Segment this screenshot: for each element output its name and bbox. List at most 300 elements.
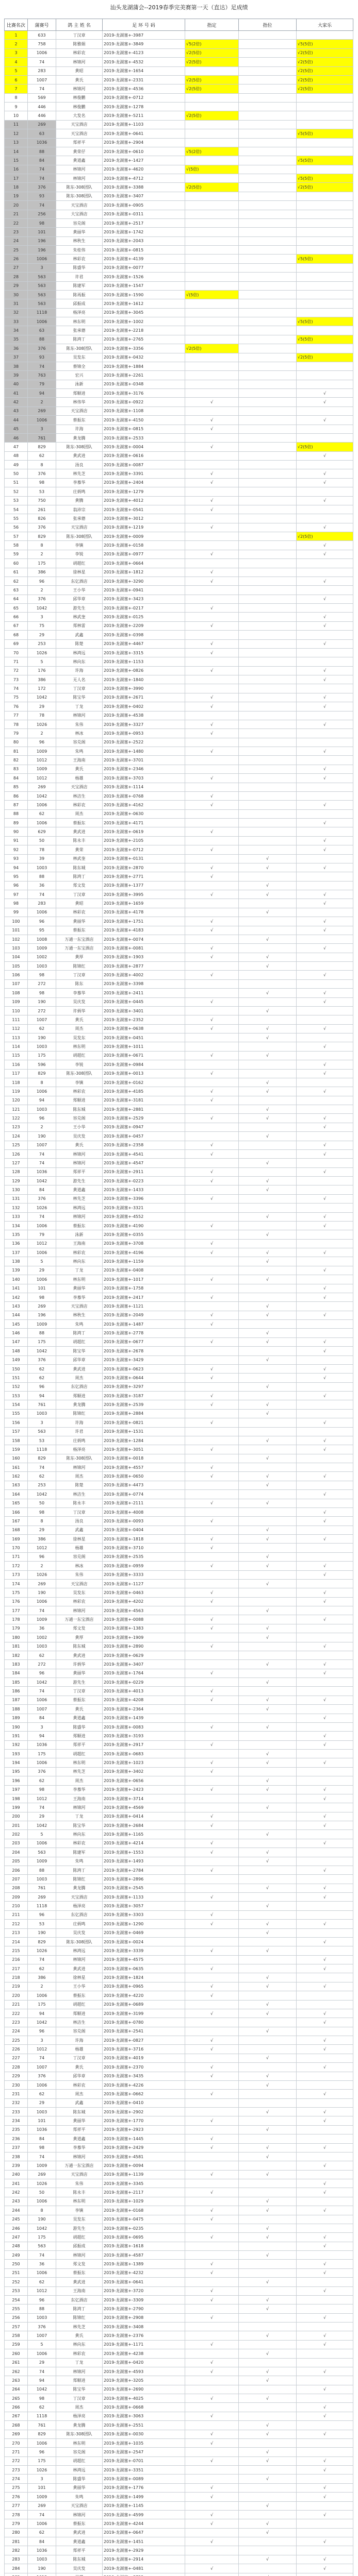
cell-a: [185, 2224, 239, 2232]
cell-b: [239, 290, 297, 299]
table-row: [5, 1159, 353, 1167]
cell-a: √: [185, 621, 239, 630]
table-row: [5, 791, 353, 800]
cell-b: [239, 791, 297, 800]
cell-ring: 2019-龙湖塞+-2535: [103, 1552, 185, 1561]
cell-ring: 2019-龙湖塞+-4541: [103, 1149, 185, 1158]
cell-a: [185, 1507, 239, 1516]
cell-no: 829: [28, 532, 56, 541]
cell-b: [239, 845, 297, 854]
cell-rank: 221: [5, 2000, 28, 2009]
table-row: [5, 389, 353, 398]
cell-no: 29: [28, 631, 56, 639]
cell-ring: 2019-龙湖塞+-1121: [103, 1302, 185, 1311]
cell-rank: 112: [5, 1024, 28, 1033]
cell-no: 761: [28, 1400, 56, 1409]
cell-name: 陈宝华: [56, 2385, 103, 2394]
cell-rank: 258: [5, 2331, 28, 2340]
cell-c: [297, 1096, 353, 1105]
cell-a: √: [185, 2045, 239, 2054]
table-row: [5, 962, 353, 971]
cell-no: 2: [28, 1123, 56, 1131]
cell-a: √: [185, 1893, 239, 1902]
table-row: [5, 2278, 353, 2286]
cell-no: 1007: [28, 1705, 56, 1714]
cell-c: √5(5倍): [297, 317, 353, 326]
cell-b: [239, 917, 297, 926]
cell-no: 75: [28, 621, 56, 630]
table-row: [5, 84, 353, 93]
cell-b: [239, 425, 297, 433]
cell-a: [185, 308, 239, 317]
cell-b: √: [239, 1902, 297, 1910]
cell-rank: 102: [5, 935, 28, 943]
cell-a: [185, 1714, 239, 1722]
cell-rank: 106: [5, 971, 28, 979]
cell-a: [185, 433, 239, 442]
cell-name: 黄道鑫: [56, 1714, 103, 1722]
cell-name: 蔡振东: [56, 1696, 103, 1704]
table-row: [5, 1991, 353, 2000]
cell-ring: 2019-龙湖塞+-2778: [103, 1329, 185, 1337]
cell-rank: 141: [5, 1284, 28, 1293]
cell-rank: 123: [5, 1123, 28, 1131]
cell-c: √: [297, 1141, 353, 1149]
cell-name: 许海: [56, 425, 103, 433]
header-c: 大家乐: [297, 19, 353, 31]
cell-ring: 2019-龙湖塞+-2111: [103, 1499, 185, 1507]
cell-name: 蔡振东: [56, 926, 103, 935]
cell-no: 93: [28, 192, 56, 200]
cell-b: √: [239, 2376, 297, 2385]
cell-name: 王海南: [56, 756, 103, 765]
cell-rank: 143: [5, 1302, 28, 1311]
cell-rank: 39: [5, 371, 28, 380]
cell-name: 郑顺进: [56, 2009, 103, 2018]
table-row: [5, 1463, 353, 1472]
cell-b: √: [239, 1562, 297, 1570]
cell-no: 1006: [28, 2080, 56, 2089]
cell-a: [185, 1490, 239, 1499]
cell-rank: 256: [5, 2313, 28, 2322]
cell-a: [185, 1329, 239, 1337]
table-row: [5, 1132, 353, 1141]
cell-b: [239, 827, 297, 836]
cell-c: [297, 1552, 353, 1561]
cell-name: 林彩农: [56, 48, 103, 57]
cell-ring: 2019-龙湖塞+-3051: [103, 1445, 185, 1454]
cell-rank: 71: [5, 657, 28, 666]
cell-ring: 2019-龙湖塞+-4599: [103, 2510, 185, 2519]
table-row: [5, 1051, 353, 1060]
cell-no: 1006: [28, 416, 56, 425]
table-row: [5, 2430, 353, 2438]
cell-rank: 173: [5, 1570, 28, 1579]
table-row: [5, 1364, 353, 1373]
table-row: [5, 461, 353, 469]
cell-name: 黄武进: [56, 2278, 103, 2286]
cell-c: [297, 2421, 353, 2430]
cell-b: [239, 1167, 297, 1176]
cell-ring: 2019-龙湖塞+-4547: [103, 1159, 185, 1167]
cell-rank: 97: [5, 890, 28, 899]
cell-a: √: [185, 2456, 239, 2465]
cell-no: 1118: [28, 1445, 56, 1454]
cell-a: [185, 684, 239, 693]
cell-rank: 47: [5, 443, 28, 451]
cell-a: [185, 2251, 239, 2260]
cell-name: 林俊鹏: [56, 103, 103, 111]
cell-no: 74: [28, 1149, 56, 1158]
cell-c: √: [297, 2036, 353, 2045]
cell-no: 563: [28, 273, 56, 281]
cell-b: [239, 1060, 297, 1069]
cell-no: 190: [28, 2564, 56, 2573]
cell-name: 游先生: [56, 2224, 103, 2232]
cell-no: 269: [28, 2170, 56, 2179]
cell-ring: 2019-龙湖塞+-1618: [103, 2242, 185, 2250]
cell-no: 62: [28, 451, 56, 460]
cell-a: [185, 2466, 239, 2475]
cell-rank: 175: [5, 1588, 28, 1597]
cell-a: √: [185, 2412, 239, 2420]
cell-name: 黄丽华: [56, 1669, 103, 1677]
table-row: [5, 2268, 353, 2277]
cell-ring: 2019-龙湖塞+-1383: [103, 1624, 185, 1633]
cell-no: 1006: [28, 317, 56, 326]
cell-a: √: [185, 747, 239, 756]
cell-a: [185, 2000, 239, 2009]
cell-name: 邱华章: [56, 595, 103, 603]
cell-c: [297, 218, 353, 227]
table-row: [5, 1615, 353, 1624]
cell-b: √: [239, 1355, 297, 1364]
cell-no: 175: [28, 2456, 56, 2465]
cell-a: √: [185, 2430, 239, 2438]
cell-rank: 56: [5, 523, 28, 532]
cell-no: 74: [28, 201, 56, 210]
cell-no: 74: [28, 1687, 56, 1696]
table-row: [5, 380, 353, 388]
cell-ring: 2019-龙湖塞+-2517: [103, 218, 185, 227]
cell-c: [297, 1705, 353, 1714]
cell-b: [239, 997, 297, 1006]
cell-b: √: [239, 1006, 297, 1015]
table-row: [5, 738, 353, 747]
cell-ring: 2019-龙湖塞+-4208: [103, 1696, 185, 1704]
cell-a: [185, 1928, 239, 1937]
cell-b: √: [239, 2475, 297, 2483]
cell-a: [185, 1132, 239, 1141]
cell-ring: 2019-龙湖塞+-0619: [103, 827, 185, 836]
cell-a: [185, 935, 239, 943]
cell-ring: 2019-龙湖塞+-2914: [103, 2555, 185, 2564]
cell-ring: 2019-龙湖塞+-1480: [103, 747, 185, 756]
cell-rank: 223: [5, 2018, 28, 2027]
cell-rank: 128: [5, 1167, 28, 1176]
cell-name: 林秋生: [56, 1311, 103, 1319]
cell-ring: 2019-龙湖塞+-3710: [103, 1544, 185, 1552]
cell-no: 269: [28, 2501, 56, 2510]
cell-c: [297, 2152, 353, 2161]
cell-no: 1009: [28, 747, 56, 756]
cell-b: √: [239, 1973, 297, 1982]
cell-a: √: [185, 1597, 239, 1606]
cell-no: 1009: [28, 944, 56, 953]
cell-ring: 2019-龙湖塞+-2049: [103, 1311, 185, 1319]
cell-no: 1006: [28, 1696, 56, 1704]
cell-b: [239, 586, 297, 595]
cell-ring: 2019-龙湖塞+-2771: [103, 872, 185, 881]
cell-name: 杨雄: [56, 774, 103, 783]
cell-b: √: [239, 1087, 297, 1096]
cell-a: √2(5倍): [185, 183, 239, 192]
cell-c: [297, 2251, 353, 2260]
table-body: [5, 31, 353, 2576]
cell-ring: 2019-龙湖塞+-0953: [103, 729, 185, 738]
cell-rank: 185: [5, 1678, 28, 1687]
table-row: [5, 326, 353, 335]
cell-no: 376: [28, 344, 56, 353]
cell-c: [297, 935, 353, 943]
cell-c: [297, 1902, 353, 1910]
cell-a: √: [185, 1015, 239, 1024]
cell-a: √: [185, 693, 239, 702]
cell-a: [185, 299, 239, 308]
cell-c: √5(5倍): [297, 40, 353, 48]
cell-no: 1042: [28, 1821, 56, 1830]
cell-ring: 2019-龙湖塞+-4139: [103, 255, 185, 263]
cell-c: √: [297, 2063, 353, 2072]
cell-c: √: [297, 1517, 353, 1526]
table-row: [5, 559, 353, 568]
cell-ring: 2019-龙湖塞+-4002: [103, 971, 185, 979]
cell-name: 陈锦红: [56, 1409, 103, 1418]
cell-b: [239, 1615, 297, 1624]
cell-ring: 2019-龙湖塞+-3716: [103, 2045, 185, 2054]
cell-ring: 2019-龙湖塞+-2346: [103, 765, 185, 773]
cell-rank: 65: [5, 604, 28, 613]
cell-name: 林彩农: [56, 1087, 103, 1096]
cell-rank: 201: [5, 1821, 28, 1830]
cell-name: 丁汉章: [56, 1687, 103, 1696]
cell-no: 272: [28, 1006, 56, 1015]
table-row: [5, 2528, 353, 2537]
cell-rank: 9: [5, 103, 28, 111]
cell-ring: 2019-龙湖塞+-0457: [103, 1132, 185, 1141]
cell-ring: 2019-龙湖塞+-1531: [103, 1427, 185, 1436]
cell-c: √2(5倍): [297, 66, 353, 75]
table-row: [5, 702, 353, 711]
cell-no: 1003: [28, 1642, 56, 1651]
cell-b: [239, 156, 297, 165]
cell-rank: 246: [5, 2224, 28, 2232]
cell-c: √: [297, 1955, 353, 1964]
cell-b: [239, 111, 297, 120]
cell-rank: 25: [5, 246, 28, 255]
cell-ring: 2019-龙湖塞+-1035: [103, 2438, 185, 2447]
cell-a: [185, 1481, 239, 1489]
cell-b: [239, 1893, 297, 1902]
cell-rank: 161: [5, 1463, 28, 1472]
cell-c: [297, 1355, 353, 1364]
cell-a: [185, 2331, 239, 2340]
cell-a: √: [185, 639, 239, 648]
cell-name: 丁汉章: [56, 2054, 103, 2062]
cell-rank: 263: [5, 2376, 28, 2385]
cell-no: 1003: [28, 1042, 56, 1051]
cell-a: √2(5倍): [185, 344, 239, 353]
cell-name: 陈锦红: [56, 1875, 103, 1884]
cell-a: [185, 738, 239, 747]
cell-rank: 130: [5, 1185, 28, 1194]
cell-name: 林彩农: [56, 2349, 103, 2358]
cell-c: [297, 881, 353, 890]
cell-ring: 2019-龙湖塞+-0223: [103, 1177, 185, 1185]
cell-b: [239, 1141, 297, 1149]
cell-c: [297, 631, 353, 639]
cell-name: 周杰: [56, 809, 103, 818]
table-row: [5, 1409, 353, 1418]
cell-c: [297, 1946, 353, 1955]
cell-name: 胡超红: [56, 2000, 103, 2009]
cell-c: √: [297, 989, 353, 997]
cell-a: [185, 2197, 239, 2206]
cell-no: 386: [28, 675, 56, 684]
cell-no: 1026: [28, 1946, 56, 1955]
cell-rank: 17: [5, 174, 28, 183]
cell-ring: 2019-龙湖塞+-2896: [103, 1875, 185, 1884]
cell-b: [239, 2268, 297, 2277]
cell-b: [239, 872, 297, 881]
cell-rank: 284: [5, 2564, 28, 2573]
cell-b: √: [239, 1803, 297, 1812]
table-row: [5, 1105, 353, 1114]
cell-no: 175: [28, 559, 56, 568]
cell-name: 泳新: [56, 1230, 103, 1239]
cell-a: [185, 657, 239, 666]
cell-b: [239, 2358, 297, 2367]
table-row: [5, 255, 353, 263]
cell-rank: 237: [5, 2143, 28, 2152]
cell-rank: 95: [5, 872, 28, 881]
table-row: [5, 1427, 353, 1436]
table-row: [5, 621, 353, 630]
cell-rank: 60: [5, 559, 28, 568]
table-row: [5, 613, 353, 621]
cell-b: [239, 1732, 297, 1740]
cell-a: [185, 1660, 239, 1669]
cell-name: 容兑阁: [56, 1114, 103, 1123]
cell-rank: 220: [5, 1991, 28, 2000]
cell-name: 林先芝: [56, 1194, 103, 1203]
cell-no: 3: [28, 1418, 56, 1427]
cell-c: √: [297, 595, 353, 603]
table-row: [5, 2456, 353, 2465]
table-row: [5, 2170, 353, 2179]
cell-a: [185, 809, 239, 818]
cell-a: [185, 2018, 239, 2027]
cell-name: 黄龙腾: [56, 433, 103, 442]
cell-c: √: [297, 1472, 353, 1481]
cell-rank: 136: [5, 1239, 28, 1248]
cell-ring: 2019-龙湖塞+-0463: [103, 1588, 185, 1597]
cell-c: √: [297, 2331, 353, 2340]
cell-rank: 142: [5, 1293, 28, 1301]
cell-c: [297, 962, 353, 971]
table-row: [5, 2573, 353, 2576]
cell-b: [239, 693, 297, 702]
cell-name: 林武奎: [56, 854, 103, 863]
cell-b: [239, 183, 297, 192]
table-row: [5, 890, 353, 899]
cell-name: 容兑阁: [56, 2448, 103, 2456]
cell-b: √: [239, 1329, 297, 1337]
cell-c: √5(5倍): [297, 174, 353, 183]
table-row: [5, 1821, 353, 1830]
cell-ring: 2019-龙湖塞+-3849: [103, 40, 185, 48]
cell-rank: 169: [5, 1535, 28, 1544]
cell-name: 陈再振: [56, 290, 103, 299]
cell-no: 829: [28, 443, 56, 451]
table-row: [5, 425, 353, 433]
cell-a: [185, 362, 239, 370]
cell-a: √: [185, 1392, 239, 1400]
cell-c: [297, 1776, 353, 1785]
cell-ring: 2019-龙湖塞+-2117: [103, 2188, 185, 2197]
cell-rank: 241: [5, 2179, 28, 2188]
table-row: [5, 550, 353, 558]
cell-a: [185, 765, 239, 773]
cell-b: [239, 1517, 297, 1526]
cell-b: [239, 648, 297, 657]
table-row: [5, 273, 353, 281]
cell-ring: 2019-龙湖塞+-2684: [103, 1821, 185, 1830]
cell-no: 53: [28, 487, 56, 496]
cell-no: 88: [28, 1866, 56, 1874]
cell-b: [239, 1069, 297, 1078]
cell-ring: 2019-龙湖塞+-0414: [103, 1812, 185, 1821]
cell-no: 96: [28, 577, 56, 585]
cell-name: 林锦河: [56, 1149, 103, 1158]
cell-rank: 31: [5, 299, 28, 308]
cell-name: 林锦河: [56, 1463, 103, 1472]
cell-rank: 73: [5, 675, 28, 684]
table-row: [5, 2519, 353, 2528]
cell-b: [239, 505, 297, 514]
cell-ring: 2019-龙湖塞+-3407: [103, 192, 185, 200]
cell-ring: 2019-龙湖塞+-3321: [103, 1204, 185, 1212]
table-row: [5, 496, 353, 505]
cell-a: [185, 255, 239, 263]
cell-rank: 51: [5, 478, 28, 487]
cell-a: [185, 1651, 239, 1659]
table-row: [5, 2323, 353, 2331]
cell-rank: 228: [5, 2063, 28, 2072]
cell-ring: 2019-龙湖塞+-0650: [103, 1472, 185, 1481]
cell-c: [297, 228, 353, 236]
cell-a: √: [185, 1364, 239, 1373]
cell-name: 黄氏: [56, 2331, 103, 2340]
cell-rank: 191: [5, 1732, 28, 1740]
cell-ring: 2019-龙湖塞+-0647: [103, 2528, 185, 2537]
cell-no: 96: [28, 1910, 56, 1919]
cell-name: 林洁生: [56, 791, 103, 800]
cell-no: 88: [28, 147, 56, 156]
cell-a: [185, 2573, 239, 2576]
cell-c: √: [297, 1087, 353, 1096]
cell-no: 1002: [28, 953, 56, 961]
